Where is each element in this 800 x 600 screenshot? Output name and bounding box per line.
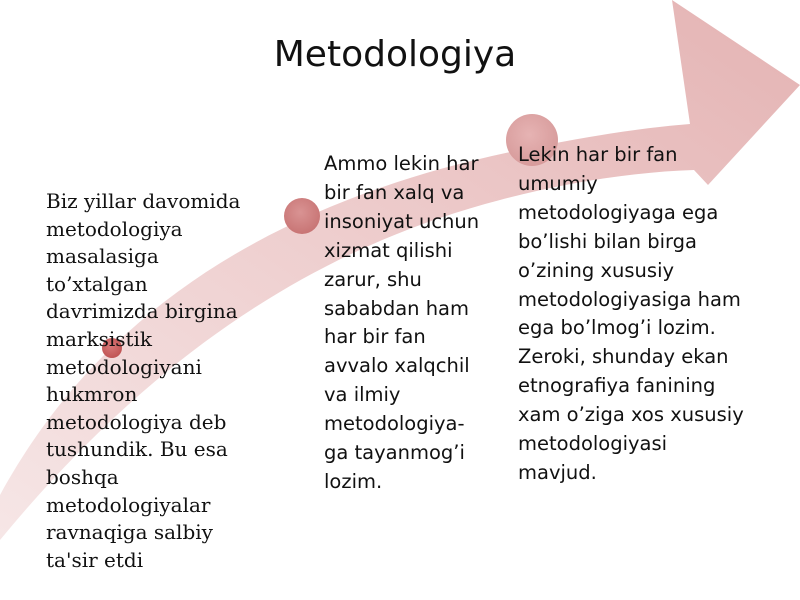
text-block-1: Biz yillar davomida metodologiya masalasiga to’xtalgan davrimizda birgina marksistik metodologiyani hukmron metodologiya deb tushundik. Bu esa boshqa metodologiyalar ravnaqiga salbiy ta'sir etdi (46, 189, 241, 572)
slide-title: Metodologiya (273, 34, 517, 75)
text-block-3: Lekin har bir fan umumiy metodologiyaga ega bo’lishi bilan birga o’zining xususiy metodologiyasiga ham ega bo’lmog’i lozim. Zeroki, shunday ekan etnografiya fanining xam o’ziga xos xususiy metodologiyasi mavjud. (518, 143, 744, 484)
bullet-dot-2-icon (284, 198, 320, 234)
text-block-2: Ammo lekin har bir fan xalq va insoniyat uchun xizmat qilishi zarur, shu sababdan ham har bir fan avvalo xalqchil va ilmiy metodologiya- ga tayanmog’i lozim. (324, 152, 480, 493)
